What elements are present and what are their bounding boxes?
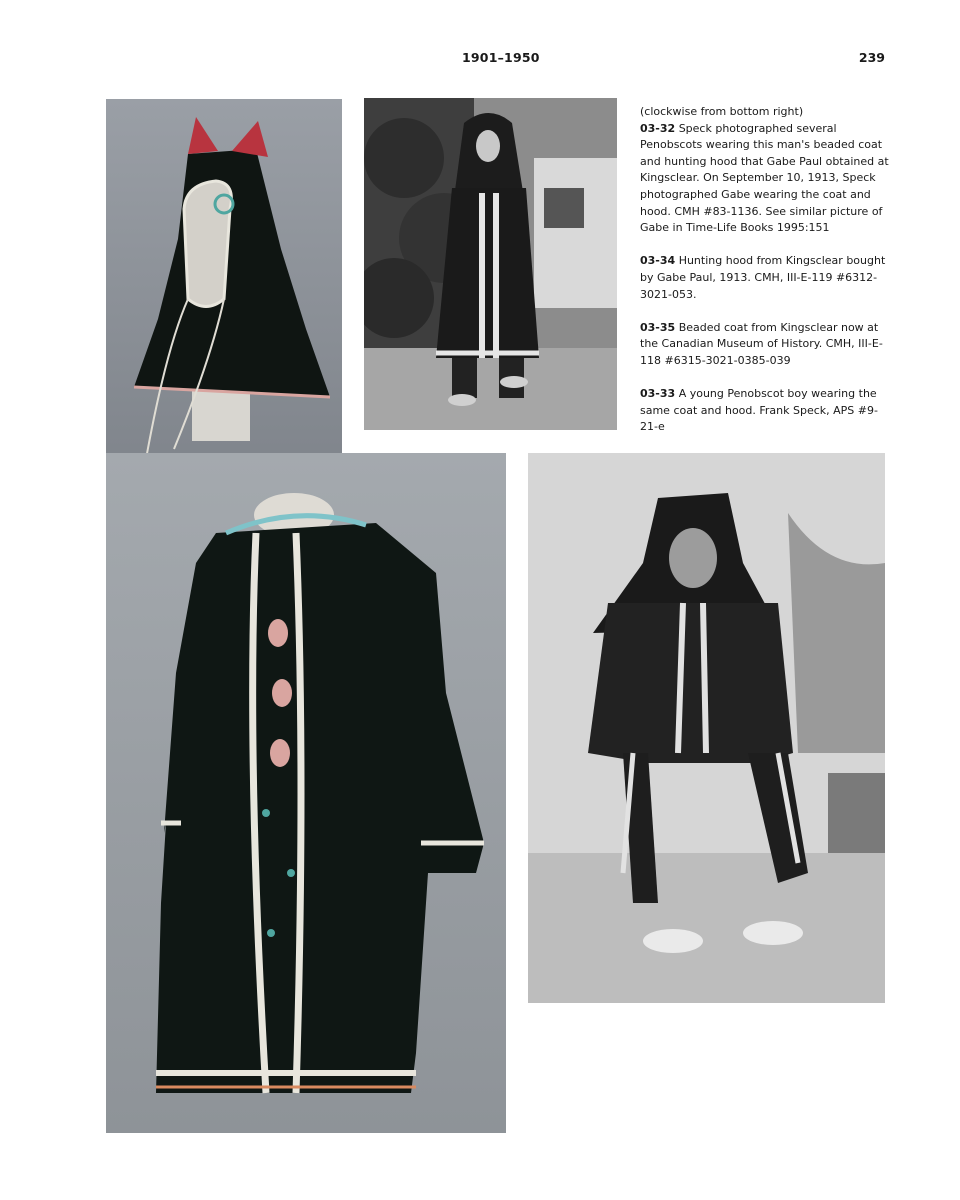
- beaded-coat-photo: [106, 453, 506, 1133]
- caption-intro: (clockwise from bottom right): [640, 105, 804, 118]
- caption-text: Beaded coat from Kingsclear now at the Canadian Museum of History. CMH, III-E-118 #6315-3021-0385-039: [640, 320, 883, 367]
- caption-text: Hunting hood from Kingsclear bought by Gabe Paul, 1913. CMH, III-E-119 #6312-3021-053.: [640, 254, 886, 301]
- figure-number: 03-32: [640, 121, 676, 135]
- hunting-hood-photo: [106, 99, 342, 477]
- figure-number: 03-33: [640, 387, 676, 401]
- caption-03-33: [640, 386, 890, 436]
- caption-03-34: [640, 253, 890, 303]
- figure-number: 03-35: [640, 320, 676, 334]
- caption-03-32: [640, 121, 890, 237]
- standing-man-photo: [364, 98, 617, 430]
- caption-text: A young Penobscot boy wearing the same coat and hood. Frank Speck, APS #9-21-e: [640, 387, 878, 434]
- page-number: 239: [858, 50, 885, 65]
- running-head: 1901–1950: [462, 50, 540, 65]
- figure-number: 03-34: [640, 254, 676, 268]
- seated-man-photo: [528, 453, 885, 1003]
- caption-block: [640, 104, 890, 452]
- caption-text: Speck photographed several Penobscots wearing this man's beaded coat and hunting hood that Gabe Paul obtained at Kingsclear. On September 10, 1913, Speck photographed Gabe wearing the coat and hood. CMH #83-1136. See similar picture of Gabe in Time-Life Books 1995:151: [640, 121, 889, 235]
- caption-03-35: [640, 320, 890, 370]
